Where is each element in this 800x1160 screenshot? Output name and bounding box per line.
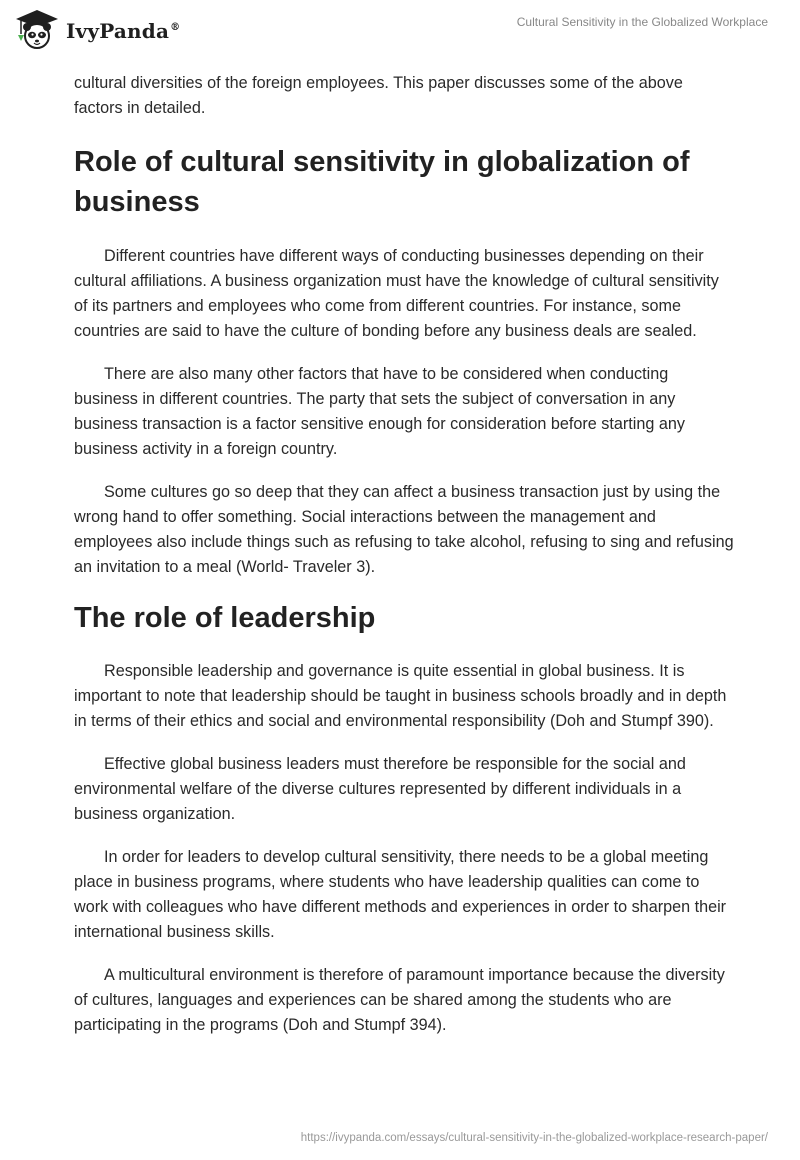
paragraph: There are also many other factors that have to be considered when conducting business in different countries. The party that sets the subject of conversation in any business transaction is a factor sensitive enough for consideration before starting any business activity in a foreign country. — [74, 365, 685, 458]
running-title: Cultural Sensitivity in the Globalized Workplace — [516, 15, 768, 29]
logo-text: IvyPanda — [66, 19, 170, 43]
paragraph: Some cultures go so deep that they can affect a business transaction just by using the wrong hand to offer something. Social interactions between the management and employees also include things such as refusing to take alcohol, refusing to sing and refusing an invitation to a meal (World- Traveler 3). — [74, 483, 734, 576]
paragraph: Responsible leadership and governance is quite essential in global business. It is important to note that leadership should be taught in business schools broadly and in depth in terms of their ethics and social and environmental responsibility (Doh and Stumpf 390). — [74, 662, 727, 730]
page-header — [0, 0, 800, 60]
intro-paragraph: cultural diversities of the foreign employees. This paper discusses some of the above factors in detailed. — [74, 74, 683, 117]
section-heading-cultural-sensitivity: Role of cultural sensitivity in globalization of business — [74, 146, 690, 218]
paragraph: Different countries have different ways of conducting businesses depending on their cultural affiliations. A business organization must have the knowledge of cultural sensitivity of its partners and employees who come from different countries. For instance, some countries are said to have the culture of bonding before any business deals are sealed. — [74, 247, 719, 340]
panda-mortarboard-icon — [14, 8, 60, 50]
paragraph: In order for leaders to develop cultural sensitivity, there needs to be a global meeting place in business programs, where students who have leadership qualities can come to work with colleagues who have different methods and experiences in order to sharpen their international business skills. — [74, 848, 727, 941]
source-url[interactable]: https://ivypanda.com/essays/cultural-sensitivity-in-the-globalized-workplace-research-paper/ — [300, 1132, 768, 1144]
ivypanda-logo[interactable] — [14, 8, 180, 50]
paragraph: Effective global business leaders must therefore be responsible for the social and environmental welfare of the diverse cultures represented by different individuals in a business organization. — [74, 755, 686, 823]
registered-mark: ® — [170, 22, 181, 34]
section-heading-leadership: The role of leadership — [74, 602, 376, 634]
logo-wordmark — [66, 19, 180, 43]
essay-content — [74, 71, 734, 1056]
paragraph: A multicultural environment is therefore of paramount importance because the diversity of cultures, languages and experiences can be shared among the students who are participating in the programs (Doh and Stumpf 394). — [74, 966, 725, 1034]
